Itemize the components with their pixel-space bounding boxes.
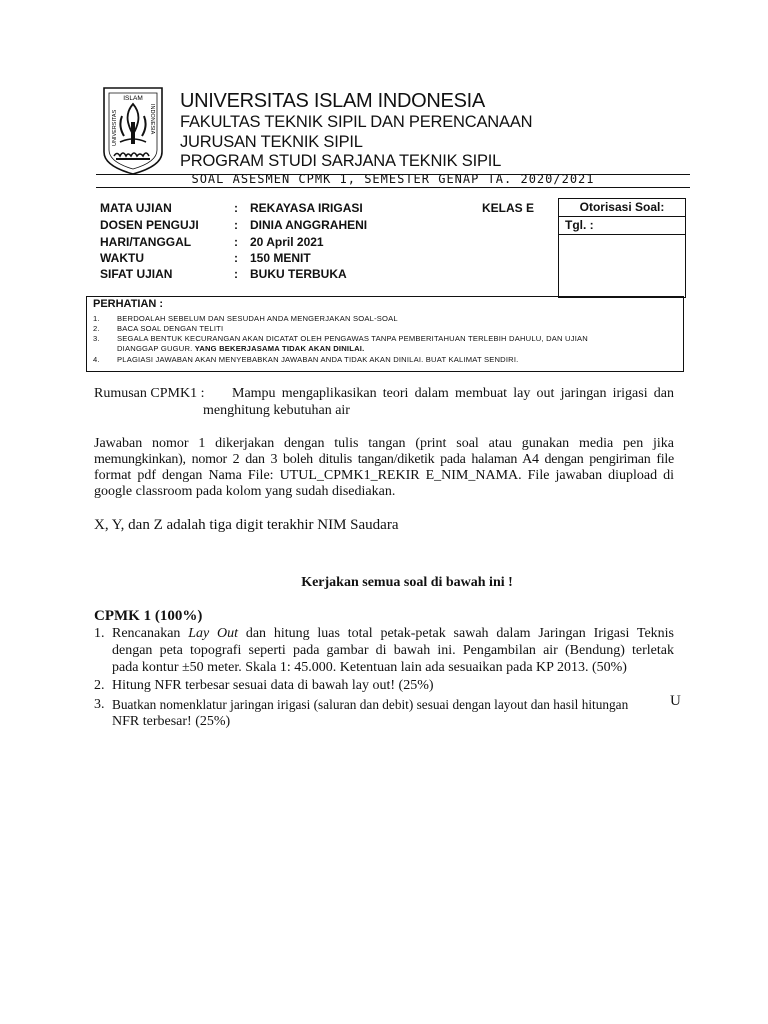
info-colon: : xyxy=(234,251,238,265)
instruction-line: google classroom pada kolom yang sudah disediakan. xyxy=(94,484,396,499)
rumusan-label: Rumusan CPMK1 : xyxy=(94,386,205,401)
info-colon: : xyxy=(234,267,238,281)
info-label-date: HARI/TANGGAL xyxy=(100,235,192,249)
info-colon: : xyxy=(234,218,238,232)
section-instruction: Kerjakan semua soal di bawah ini ! xyxy=(301,575,513,590)
info-value-examiner: DINIA ANGGRAHENI xyxy=(250,218,368,232)
info-label-examiner: DOSEN PENGUJI xyxy=(100,218,199,232)
notice-title: PERHATIAN : xyxy=(93,298,164,310)
notice-box xyxy=(86,296,684,372)
instruction-line: memungkinkan), nomor 2 dan 3 boleh ditulis tangan/diketik pada halaman A4 dengan pengiriman file xyxy=(94,452,674,467)
info-label-time: WAKTU xyxy=(100,251,144,265)
authorization-date: Tgl. : xyxy=(559,217,685,235)
question-1-line: dengan peta topografi seperti pada gambar di bawah ini. Pengambilan air (Bendung) terletak xyxy=(112,643,674,658)
university-logo xyxy=(100,86,166,176)
authorization-title: Otorisasi Soal: xyxy=(559,199,685,217)
authorization-box xyxy=(558,198,686,298)
question-number: 3. xyxy=(94,697,105,712)
notice-item: 1. BERDOALAH SEBELUM DAN SESUDAH ANDA MENGERJAKAN SOAL-SOAL xyxy=(93,314,398,323)
notice-item-continuation: DIANGGAP GUGUR. YANG BEKERJASAMA TIDAK AKAN DINILAI. xyxy=(117,344,365,353)
info-value-subject: REKAYASA IRIGASI xyxy=(250,201,363,215)
notice-item: 4. PLAGIASI JAWABAN AKAN MENYEBABKAN JAWABAN ANDA TIDAK AKAN DINILAI. BUAT KALIMAT SENDIRI. xyxy=(93,355,519,364)
logo-text-right: INDONESIA xyxy=(149,104,155,135)
info-value-date: 20 April 2021 xyxy=(250,235,324,249)
info-value-time: 150 MENIT xyxy=(250,251,311,265)
notice-item: 3. SEGALA BENTUK KECURANGAN AKAN DICATAT OLEH PENGAWAS TANPA PEMBERITAHUAN TERLEBIH DAHULU, DAN UJIAN xyxy=(93,334,588,343)
question-number: 1. xyxy=(94,626,105,641)
question-2-text: Hitung NFR terbesar sesuai data di bawah lay out! (25%) xyxy=(112,678,434,693)
department-name: JURUSAN TEKNIK SIPIL xyxy=(180,133,363,151)
question-1-line: Rencanakan Lay Out dan hitung luas total petak-petak sawah dalam Jaringan Irigasi Teknis xyxy=(112,626,675,641)
logo-text-left: UNIVERSITAS xyxy=(112,109,118,146)
class-label: KELAS E xyxy=(482,201,535,215)
university-name: UNIVERSITAS ISLAM INDONESIA xyxy=(180,90,485,112)
info-colon: : xyxy=(234,201,238,215)
instruction-line: Jawaban nomor 1 dikerjakan dengan tulis tangan (print soal atau gunakan media pen jika xyxy=(94,436,674,451)
exam-subtitle: SOAL ASESMEN CPMK 1, SEMESTER GENAP TA. 2020/2021 xyxy=(191,172,595,186)
rumusan-text-cont: menghitung kebutuhan air xyxy=(203,403,350,418)
header-divider-bottom xyxy=(96,187,690,188)
info-label-subject: MATA UJIAN xyxy=(100,201,172,215)
logo-text-top: ISLAM xyxy=(123,95,143,102)
info-value-exam-type: BUKU TERBUKA xyxy=(250,267,347,281)
cpmk-heading: CPMK 1 (100%) xyxy=(94,608,203,624)
rumusan-text: Mampu mengaplikasikan teori dalam membuat lay out jaringan irigasi dan xyxy=(232,386,674,401)
info-colon: : xyxy=(234,235,238,249)
info-label-exam-type: SIFAT UJIAN xyxy=(100,267,173,281)
nim-note: X, Y, dan Z adalah tiga digit terakhir NIM Saudara xyxy=(94,517,399,533)
question-3-line: Buatkan nomenklatur jaringan irigasi (saluran dan debit) sesuai dengan layout dan hasil hitungan xyxy=(112,697,629,712)
question-number: 2. xyxy=(94,678,105,693)
faculty-name: FAKULTAS TEKNIK SIPIL DAN PERENCANAAN xyxy=(180,113,533,131)
question-3-line: NFR terbesar! (25%) xyxy=(112,714,231,729)
notice-item: 2. BACA SOAL DENGAN TELITI xyxy=(93,324,224,333)
program-name: PROGRAM STUDI SARJANA TEKNIK SIPIL xyxy=(180,152,502,170)
instruction-line: format pdf dengan Nama File: UTUL_CPMK1_REKIR E_NIM_NAMA. File jawaban diupload di xyxy=(94,468,674,483)
question-1-line: pada kontur ±50 meter. Skala 1: 45.000. Ketentuan lain ada sesuaikan pada KP 2013. (50%) xyxy=(112,660,627,675)
margin-mark: U xyxy=(670,693,681,709)
